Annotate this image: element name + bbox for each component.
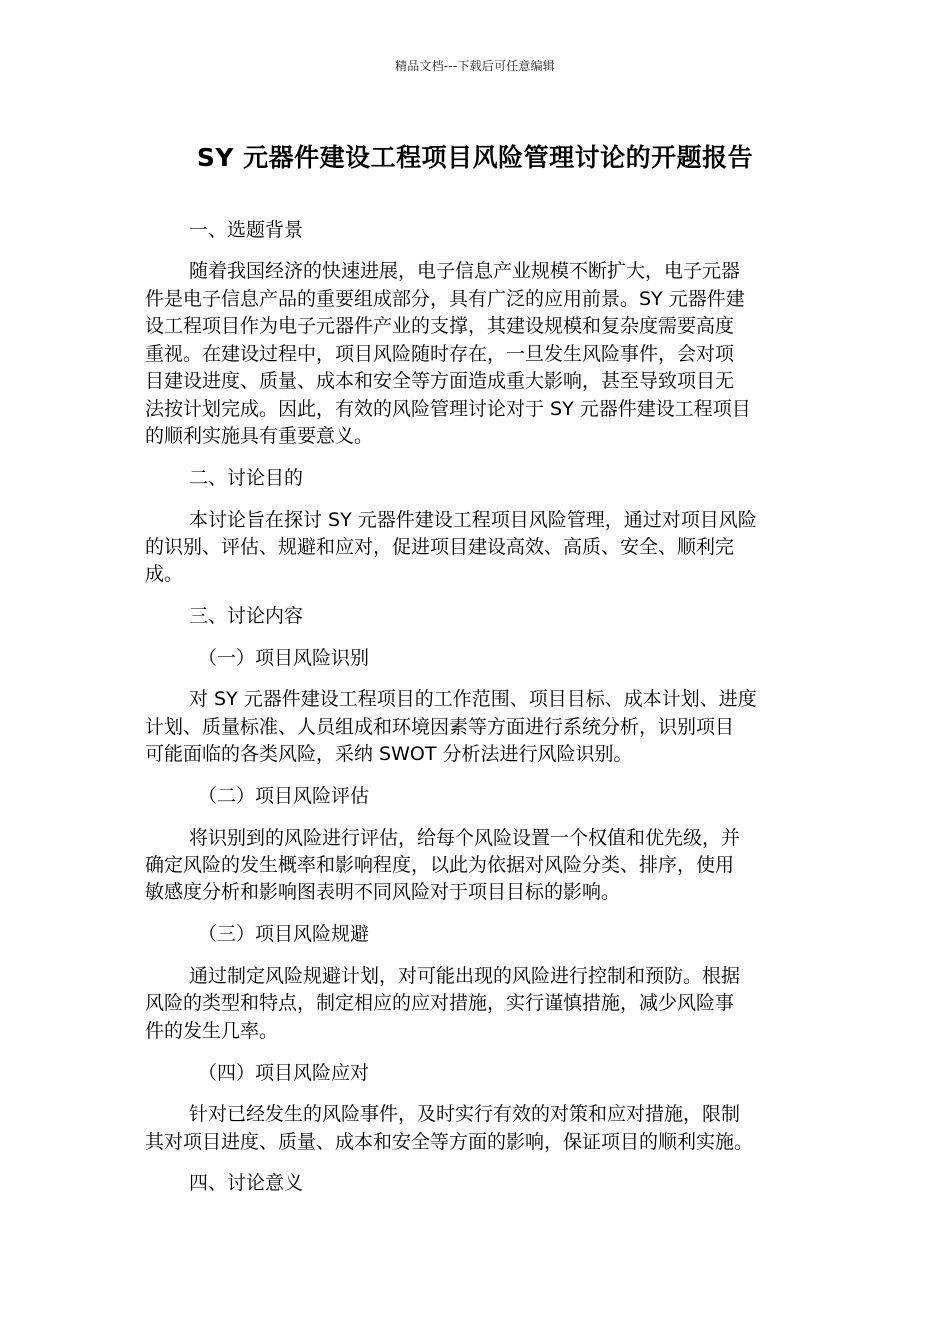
paragraph-line: 法按计划完成。因此，有效的风险管理讨论对于 SY 元器件建设工程项目: [145, 398, 751, 420]
paragraph-line: 可能面临的各类风险，采纳 SWOT 分析法进行风险识别。: [145, 743, 633, 765]
paragraph-line: 随着我国经济的快速进展，电子信息产业规模不断扩大，电子元器: [189, 260, 741, 282]
paragraph-line: 目建设进度、质量、成本和安全等方面造成重大影响，甚至导致项目无: [145, 370, 735, 392]
document-title: SY 元器件建设工程项目风险管理讨论的开题报告: [196, 143, 754, 172]
paragraph-line: 对 SY 元器件建设工程项目的工作范围、项目目标、成本计划、进度: [189, 688, 757, 710]
paragraph-line: 敏感度分析和影响图表明不同风险对于项目目标的影响。: [145, 881, 621, 903]
subheading-risk-response: （四）项目风险应对: [198, 1062, 370, 1084]
paragraph-line: 重视。在建设过程中，项目风险随时存在，一旦发生风险事件，会对项: [145, 343, 735, 365]
paragraph-line: 风险的类型和特点，制定相应的应对措施，实行谨慎措施，减少风险事: [145, 992, 735, 1014]
section-heading-purpose: 二、讨论目的: [189, 467, 304, 489]
paragraph-line: 通过制定风险规避计划，对可能出现的风险进行控制和预防。根据: [189, 965, 741, 987]
paragraph-line: 件的发生几率。: [145, 1020, 279, 1042]
paragraph-line: 计划、质量标准、人员组成和环境因素等方面进行系统分析，识别项目: [145, 716, 735, 738]
paragraph-line: 设工程项目作为电子元器件产业的支撑，其建设规模和复杂度需要高度: [145, 315, 735, 337]
paragraph-line: 本讨论旨在探讨 SY 元器件建设工程项目风险管理，通过对项目风险: [189, 509, 757, 531]
paragraph-line: 其对项目进度、质量、成本和安全等方面的影响，保证项目的顺利实施。: [145, 1131, 754, 1153]
section-heading-background: 一、选题背景: [189, 219, 304, 241]
paragraph-line: 的识别、评估、规避和应对，促进项目建设高效、高质、安全、顺利完: [145, 536, 735, 558]
subheading-risk-avoidance: （三）项目风险规避: [198, 923, 370, 945]
header-note: 精品文档---下载后可任意编辑: [395, 59, 555, 73]
paragraph-line: 的顺利实施具有重要意义。: [145, 425, 374, 447]
section-heading-significance: 四、讨论意义: [189, 1172, 304, 1194]
subheading-risk-assessment: （二）项目风险评估: [198, 785, 370, 807]
section-heading-content: 三、讨论内容: [189, 605, 304, 627]
paragraph-line: 件是电子信息产品的重要组成部分，具有广泛的应用前景。SY 元器件建: [145, 288, 745, 310]
paragraph-line: 针对已经发生的风险事件，及时实行有效的对策和应对措施，限制: [189, 1103, 741, 1125]
paragraph-line: 成。: [145, 563, 184, 585]
paragraph-line: 将识别到的风险进行评估，给每个风险设置一个权值和优先级，并: [189, 827, 741, 849]
paragraph-line: 确定风险的发生概率和影响程度，以此为依据对风险分类、排序，使用: [145, 854, 735, 876]
subheading-risk-identification: （一）项目风险识别: [198, 647, 370, 669]
